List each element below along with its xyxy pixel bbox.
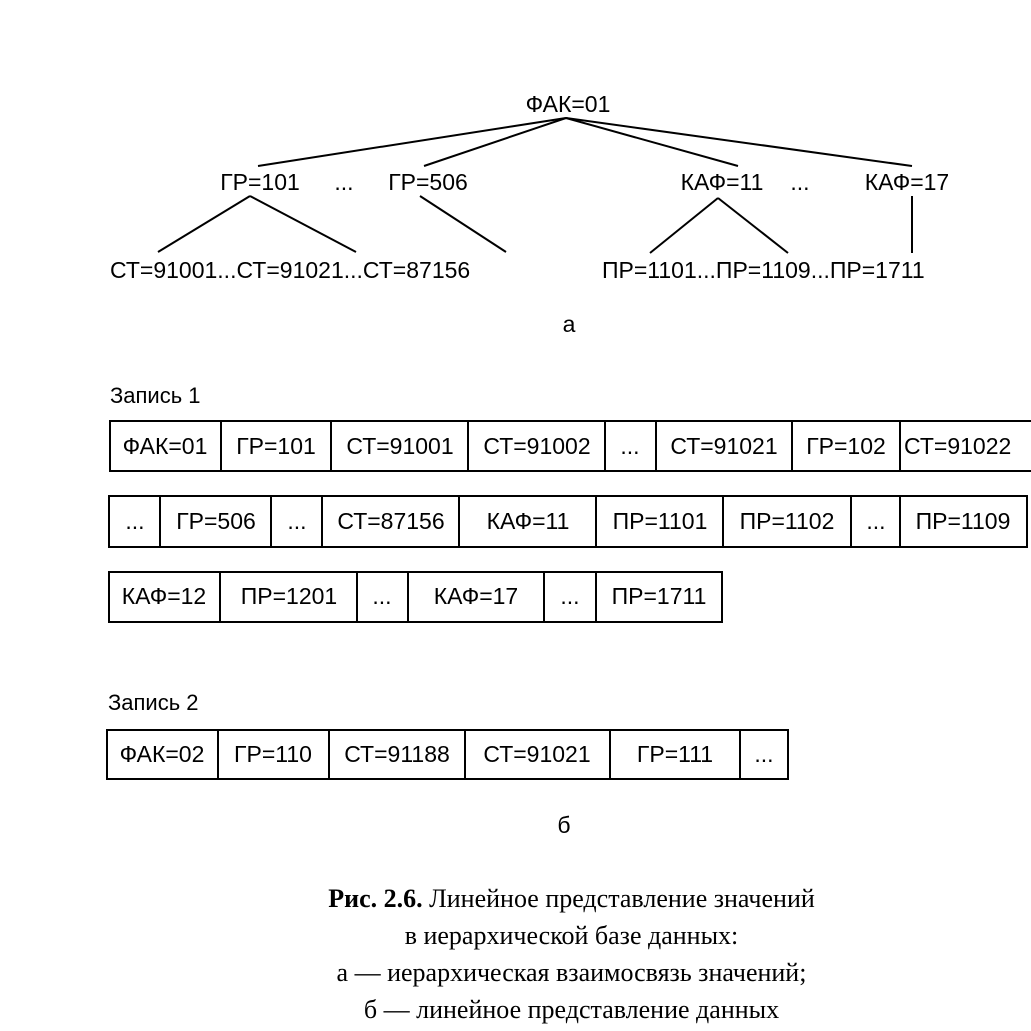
tree-teachers-line: ПР=1101...ПР=1109...ПР=1711 [602, 257, 925, 283]
record-cell: СТ=91002 [483, 433, 591, 459]
record-cell: ГР=111 [636, 741, 714, 767]
record-cell: ГР=506 [176, 508, 256, 534]
record1-row2 [109, 496, 1027, 547]
record-cell: ... [287, 508, 307, 534]
record-cell: СТ=91022 [904, 433, 1012, 459]
edge-gr506-st87156 [420, 196, 506, 252]
record-cell: ГР=102 [806, 433, 886, 459]
tree-students-line: СТ=91001...СТ=91021...СТ=87156 [110, 257, 471, 283]
tree-ellipsis-groups: ... [334, 169, 354, 195]
record-cell: СТ=91188 [344, 741, 450, 767]
record1-row1 [110, 421, 1031, 471]
sub-label-a: а [562, 311, 576, 337]
edge-root-kaf11 [566, 118, 738, 166]
caption-line-4: б — линейное представление данных [363, 995, 780, 1024]
record-cell: КАФ=17 [433, 583, 519, 609]
record-cell: СТ=91021 [483, 741, 591, 767]
record-cell: ПР=1711 [611, 583, 707, 609]
sub-label-b: б [557, 812, 571, 838]
edge-root-kaf17 [566, 118, 912, 166]
edge-kaf11-pr1109 [718, 198, 788, 253]
tree-nodes [110, 91, 949, 283]
record-cell: ПР=1109 [915, 508, 1011, 534]
caption-line-1 [0, 880, 1031, 917]
record1-title: Запись 1 [110, 383, 201, 408]
figure-caption [0, 880, 1031, 1028]
record-cell: ПР=1102 [739, 508, 835, 534]
figure-number: Рис. 2.6. [328, 884, 423, 913]
record-cell: ПР=1101 [612, 508, 708, 534]
record-cell: ... [754, 741, 774, 767]
record-cell: ГР=101 [236, 433, 316, 459]
record-cell: ... [620, 433, 640, 459]
record-cell: ФАК=01 [122, 433, 208, 459]
tree-ellipsis-depts: ... [790, 169, 810, 195]
caption-title: Линейное представление значений [429, 884, 815, 913]
tree-node-kaf17: КАФ=17 [864, 169, 950, 195]
record2-row1 [107, 730, 788, 779]
record-cell: ФАК=02 [119, 741, 205, 767]
record-cell: КАФ=11 [486, 508, 570, 534]
edge-gr101-st91001 [158, 196, 250, 252]
tree-root: ФАК=01 [525, 91, 611, 117]
tree-node-gr506: ГР=506 [388, 169, 468, 195]
edge-root-gr506 [424, 118, 566, 166]
tree-node-kaf11: КАФ=11 [680, 169, 764, 195]
record-cell: ПР=1201 [240, 583, 338, 609]
record-cell: ... [560, 583, 580, 609]
record-cell: СТ=91001 [346, 433, 454, 459]
tree-node-gr101: ГР=101 [220, 169, 300, 195]
edge-gr101-st91021 [250, 196, 356, 252]
record-cell: КАФ=12 [121, 583, 207, 609]
caption-line-2: в иерархической базе данных: [404, 921, 739, 950]
record-cell: СТ=87156 [337, 508, 445, 534]
record-cell: ... [125, 508, 145, 534]
caption-line-3: а — иерархическая взаимосвязь значений; [336, 958, 807, 987]
record2-title: Запись 2 [108, 690, 199, 715]
record-cell: ... [866, 508, 886, 534]
edge-root-gr101 [258, 118, 566, 166]
record-cell: ... [372, 583, 392, 609]
record-cell: СТ=91021 [670, 433, 778, 459]
record1-row3 [109, 572, 722, 622]
edge-kaf11-pr1101 [650, 198, 718, 253]
record-cell: ГР=110 [234, 741, 312, 767]
